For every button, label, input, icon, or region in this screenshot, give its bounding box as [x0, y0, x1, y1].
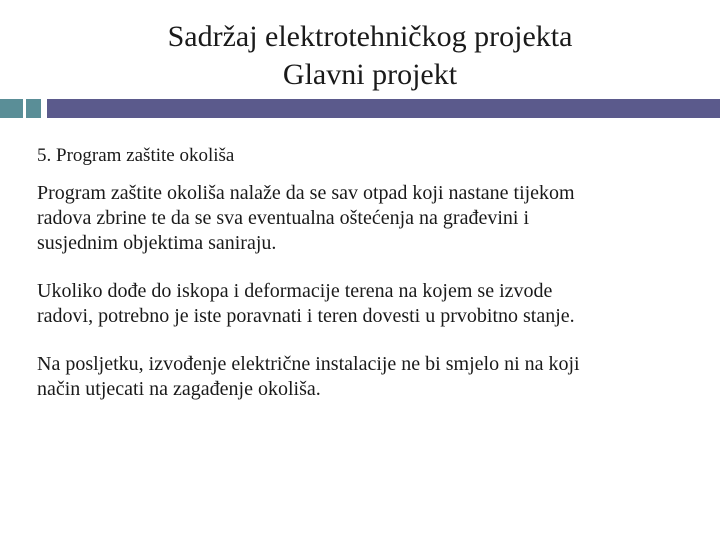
text-line: susjednim objektima saniraju. — [37, 232, 277, 254]
slide-title-line-1: Sadržaj elektrotehničkog projekta — [167, 20, 573, 53]
text-line: radova zbrine te da se sva eventualna oštećenja na građevini i — [37, 207, 530, 229]
paragraph-waste-disposal — [37, 181, 707, 256]
text-line: radovi, potrebno je iste poravnati i teren dovesti u prvobitno stanje. — [37, 305, 575, 327]
divider-bar — [47, 99, 720, 118]
section-heading: 5. Program zaštite okoliša — [37, 145, 235, 166]
text-line: način utjecati na zagađenje okoliša. — [37, 378, 321, 400]
text-line: Ukoliko dođe do iskopa i deformacije terena na kojem se izvode — [37, 280, 553, 302]
slide-title — [0, 18, 720, 94]
body-text — [37, 181, 707, 425]
paragraph-pollution — [37, 352, 707, 402]
slide-title-line-2: Glavni projekt — [282, 58, 458, 91]
divider-accent-left — [0, 99, 23, 118]
text-line: Program zaštite okoliša nalaže da se sav otpad koji nastane tijekom — [37, 182, 575, 204]
text-line: Na posljetku, izvođenje električne instalacije ne bi smjelo ni na koji — [37, 353, 580, 375]
divider-accent-middle — [26, 99, 41, 118]
paragraph-terrain-restoration — [37, 279, 707, 329]
